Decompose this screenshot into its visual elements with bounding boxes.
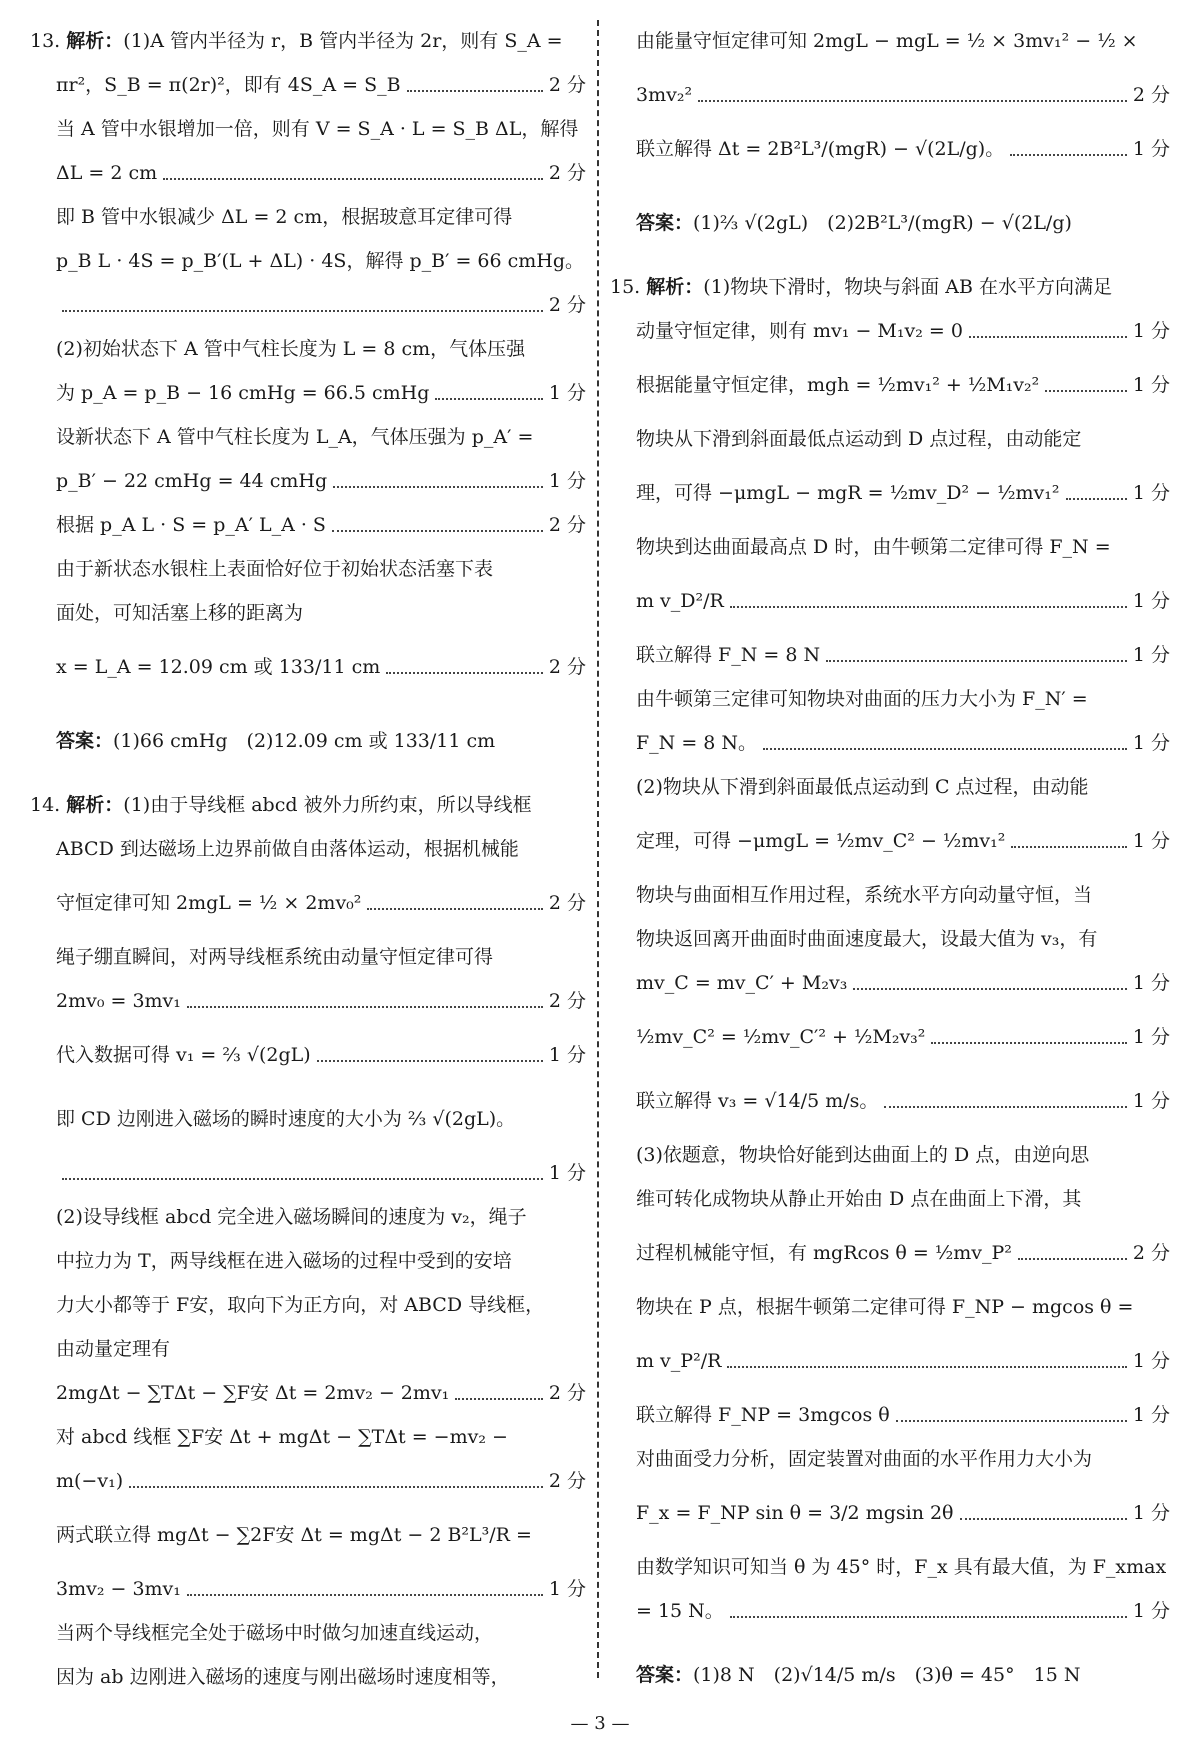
solution-line [610, 74, 1170, 118]
line-text: 绳子绷直瞬间，对两导线框系统由动量守恒定律可得 [56, 946, 494, 969]
line-text: 守恒定律可知 2mgL = ½ × 2mv₀² [56, 892, 362, 915]
score-points: 1 分 [1132, 1502, 1170, 1525]
solution-line [30, 1568, 586, 1612]
answer-line [30, 710, 586, 774]
score-points: 1 分 [1132, 830, 1170, 853]
line-text: 物块到达曲面最高点 D 时，由牛顿第二定律可得 F_N = [636, 536, 1111, 559]
dotted-leader [129, 1486, 543, 1488]
score-points: 2 分 [548, 514, 586, 537]
score-points: 1 分 [548, 1044, 586, 1067]
line-text: 14. 解析：(1)由于导线框 abcd 被外力所约束，所以导线框 [30, 794, 532, 817]
solution-line [30, 64, 586, 108]
line-text: m v_P²/R [636, 1350, 722, 1373]
solution-line [610, 1222, 1170, 1286]
dotted-leader [187, 1006, 543, 1008]
score-points: 1 分 [1132, 1600, 1170, 1623]
solution-line [610, 918, 1170, 962]
score-points: 1 分 [1132, 374, 1170, 397]
score-points: 1 分 [1132, 1090, 1170, 1113]
dotted-leader [960, 1518, 1127, 1520]
solution-line [610, 118, 1170, 182]
dotted-leader [763, 748, 1127, 750]
solution-line [30, 1372, 586, 1416]
line-text: 两式联立得 mgΔt − ∑2F安 Δt = mgΔt − 2 B²L³/R = [56, 1524, 532, 1547]
score-points: 2 分 [548, 294, 586, 317]
solution-line [30, 416, 586, 460]
line-text: 15. 解析：(1)物块下滑时，物块与斜面 AB 在水平方向满足 [610, 276, 1112, 299]
solution-line [30, 828, 586, 872]
solution-line [610, 1330, 1170, 1394]
line-text: 面处，可知活塞上移的距离为 [56, 602, 304, 625]
solution-line [610, 874, 1170, 918]
answer-line [610, 1644, 1170, 1708]
line-text: 物块在 P 点，根据牛顿第二定律可得 F_NP − mgcos θ = [636, 1296, 1134, 1319]
solution-line [30, 1088, 586, 1152]
solution-line [610, 722, 1170, 766]
solution-line [30, 1460, 586, 1504]
solution-line [610, 354, 1170, 418]
solution-line [30, 1328, 586, 1372]
line-text: 联立解得 F_NP = 3mgcos θ [636, 1404, 890, 1427]
line-text: 为 p_A = p_B − 16 cmHg = 66.5 cmHg [56, 382, 430, 405]
line-text: 中拉力为 T，两导线框在进入磁场的过程中受到的安培 [56, 1250, 512, 1273]
score-points: 1 分 [1132, 590, 1170, 613]
line-text: 当 A 管中水银增加一倍，则有 V = S_A · L = S_B ΔL，解得 [56, 118, 579, 141]
dotted-leader [853, 988, 1127, 990]
problem-heading [30, 784, 586, 828]
dotted-leader [1018, 1258, 1127, 1260]
line-text: 动量守恒定律，则有 mv₁ − M₁v₂ = 0 [636, 320, 963, 343]
line-text: πr²，S_B = π(2r)²，即有 4S_A = S_B [56, 74, 401, 97]
answer-line [610, 192, 1170, 256]
solution-line [30, 592, 586, 636]
dotted-leader [332, 530, 543, 532]
score-points: 2 分 [548, 892, 586, 915]
line-text: ΔL = 2 cm [56, 162, 158, 185]
solution-line [610, 634, 1170, 678]
line-text: 由动量定理有 [56, 1338, 171, 1361]
solution-line [610, 570, 1170, 634]
line-text: (2)设导线框 abcd 完全进入磁场瞬间的速度为 v₂，绳子 [56, 1206, 527, 1229]
line-text: x = L_A = 12.09 cm 或 133/11 cm [56, 656, 381, 679]
line-text: 3mv₂ − 3mv₁ [56, 1578, 181, 1601]
solution-line [30, 152, 586, 196]
line-text: 联立解得 F_N = 8 N [636, 644, 821, 667]
line-text: 根据 p_A L · S = p_A′ L_A · S [56, 514, 326, 537]
line-text: 对曲面受力分析，固定装置对曲面的水平作用力大小为 [636, 1448, 1093, 1471]
solution-line [610, 310, 1170, 354]
dotted-leader [317, 1060, 543, 1062]
solution-line [610, 1590, 1170, 1634]
dotted-leader [730, 1616, 1127, 1618]
solution-line [610, 1482, 1170, 1546]
line-text: 由于新状态水银柱上表面恰好位于初始状态活塞下表 [56, 558, 494, 581]
right-column [610, 10, 1170, 1688]
score-points: 2 分 [548, 1382, 586, 1405]
solution-line [30, 1612, 586, 1656]
solution-line [30, 240, 586, 284]
line-text: 3mv₂² [636, 84, 693, 107]
line-text: 联立解得 v₃ = √14/5 m/s。 [636, 1090, 879, 1113]
dotted-leader [333, 486, 543, 488]
dotted-leader [896, 1420, 1127, 1422]
solution-line [610, 1394, 1170, 1438]
dotted-leader [163, 178, 543, 180]
solution-line [610, 678, 1170, 722]
solution-line [30, 284, 586, 328]
dotted-leader [367, 908, 542, 910]
solution-line [610, 1070, 1170, 1134]
line-text: 答案：(1)66 cmHg (2)12.09 cm 或 133/11 cm [56, 730, 496, 753]
dotted-leader [698, 100, 1127, 102]
dotted-leader [62, 1178, 543, 1180]
line-text: 即 B 管中水银减少 ΔL = 2 cm，根据玻意耳定律可得 [56, 206, 513, 229]
line-text: 理，可得 −μmgL − mgR = ½mv_D² − ½mv₁² [636, 482, 1060, 505]
score-points: 2 分 [1132, 84, 1170, 107]
solution-line [30, 1024, 586, 1088]
solution-line [610, 1438, 1170, 1482]
solution-line [610, 962, 1170, 1006]
dotted-leader [1066, 498, 1127, 500]
dotted-leader [1045, 390, 1127, 392]
score-points: 1 分 [1132, 1026, 1170, 1049]
dotted-leader [730, 606, 1127, 608]
line-text: 由牛顿第三定律可知物块对曲面的压力大小为 F_N′ = [636, 688, 1088, 711]
line-text: ½mv_C² = ½mv_C′² + ½M₂v₃² [636, 1026, 926, 1049]
solution-line [30, 504, 586, 548]
dotted-leader [386, 672, 543, 674]
dotted-leader [455, 1398, 543, 1400]
solution-line [30, 1196, 586, 1240]
solution-line [30, 108, 586, 152]
solution-line [610, 462, 1170, 526]
line-text: 力大小都等于 F安，取向下为正方向，对 ABCD 导线框， [56, 1294, 545, 1317]
score-points: 2 分 [548, 990, 586, 1013]
solution-line [30, 372, 586, 416]
line-text: 维可转化成物块从静止开始由 D 点在曲面上下滑，其 [636, 1188, 1082, 1211]
solution-line [610, 810, 1170, 874]
line-text: p_B′ − 22 cmHg = 44 cmHg [56, 470, 328, 493]
line-text: mv_C = mv_C′ + M₂v₃ [636, 972, 848, 995]
line-text: = 15 N。 [636, 1600, 724, 1623]
problem-heading [30, 20, 586, 64]
line-text: 2mgΔt − ∑TΔt − ∑F安 Δt = 2mv₂ − 2mv₁ [56, 1382, 450, 1405]
line-text: F_N = 8 N。 [636, 732, 758, 755]
line-text: 对 abcd 线框 ∑F安 Δt + mgΔt − ∑TΔt = −mv₂ − [56, 1426, 508, 1449]
line-text: 设新状态下 A 管中气柱长度为 L_A，气体压强为 p_A′ = [56, 426, 534, 449]
dotted-leader [1011, 846, 1127, 848]
line-text: 联立解得 Δt = 2B²L³/(mgR) − √(2L/g)。 [636, 138, 1005, 161]
score-points: 2 分 [548, 74, 586, 97]
dotted-leader [62, 310, 543, 312]
dotted-leader [969, 336, 1127, 338]
solution-line [30, 1416, 586, 1460]
dotted-leader [826, 660, 1127, 662]
line-text: 物块与曲面相互作用过程，系统水平方向动量守恒，当 [636, 884, 1093, 907]
line-text: 由数学知识可知当 θ 为 45° 时，F_x 具有最大值，为 F_xmax [636, 1556, 1167, 1579]
line-text: m(−v₁) [56, 1470, 124, 1493]
solution-line [30, 328, 586, 372]
score-points: 1 分 [548, 1578, 586, 1601]
problem-heading [610, 266, 1170, 310]
line-text: 物块从下滑到斜面最低点运动到 D 点过程，由动能定 [636, 428, 1082, 451]
score-points: 1 分 [1132, 482, 1170, 505]
solution-line [30, 980, 586, 1024]
solution-line [30, 1656, 586, 1700]
line-text: m v_D²/R [636, 590, 724, 613]
line-text: 答案：(1)8 N (2)√14/5 m/s (3)θ = 45° 15 N [636, 1664, 1081, 1687]
line-text: (2)初始状态下 A 管中气柱长度为 L = 8 cm，气体压强 [56, 338, 526, 361]
solution-line [610, 1134, 1170, 1178]
solution-line [610, 418, 1170, 462]
score-points: 1 分 [548, 382, 586, 405]
score-points: 1 分 [1132, 644, 1170, 667]
line-text: 2mv₀ = 3mv₁ [56, 990, 181, 1013]
line-text: 代入数据可得 v₁ = ⅔ √(2gL) [56, 1044, 311, 1067]
solution-line [30, 936, 586, 980]
score-points: 2 分 [1132, 1242, 1170, 1265]
solution-line [30, 872, 586, 936]
solution-line [610, 1286, 1170, 1330]
score-points: 1 分 [548, 1162, 586, 1185]
solution-line [30, 460, 586, 504]
line-text: 即 CD 边刚进入磁场的瞬时速度的大小为 ⅔ √(2gL)。 [56, 1108, 516, 1131]
solution-line [30, 196, 586, 240]
line-text: ABCD 到达磁场上边界前做自由落体运动，根据机械能 [56, 838, 519, 861]
line-text: 定理，可得 −μmgL = ½mv_C² − ½mv₁² [636, 830, 1006, 853]
line-text: 根据能量守恒定律，mgh = ½mv₁² + ½M₁v₂² [636, 374, 1040, 397]
score-points: 2 分 [548, 656, 586, 679]
line-text: p_B L · 4S = p_B′(L + ΔL) · 4S，解得 p_B′ = 66 cmHg。 [56, 250, 585, 273]
score-points: 1 分 [1132, 1350, 1170, 1373]
line-text: (3)依题意，物块恰好能到达曲面上的 D 点，由逆向思 [636, 1144, 1090, 1167]
score-points: 2 分 [548, 1470, 586, 1493]
solution-line [30, 548, 586, 592]
score-points: 2 分 [548, 162, 586, 185]
score-points: 1 分 [1132, 138, 1170, 161]
line-text: 物块返回离开曲面时曲面速度最大，设最大值为 v₃，有 [636, 928, 1098, 951]
solution-line [30, 1152, 586, 1196]
solution-line [610, 10, 1170, 74]
solution-line [30, 1284, 586, 1328]
dotted-leader [1010, 154, 1127, 156]
solution-line [30, 1504, 586, 1568]
solution-line [30, 1240, 586, 1284]
dotted-leader [187, 1594, 543, 1596]
score-points: 1 分 [1132, 972, 1170, 995]
solution-line [610, 1178, 1170, 1222]
line-text: 过程机械能守恒，有 mgRcos θ = ½mv_P² [636, 1242, 1012, 1265]
dotted-leader [931, 1042, 1126, 1044]
score-points: 1 分 [548, 470, 586, 493]
line-text: 由能量守恒定律可知 2mgL − mgL = ½ × 3mv₁² − ½ × [636, 30, 1138, 53]
column-divider [597, 20, 599, 1678]
solution-line [610, 766, 1170, 810]
dotted-leader [435, 398, 542, 400]
score-points: 1 分 [1132, 1404, 1170, 1427]
line-text: (2)物块从下滑到斜面最低点运动到 C 点过程，由动能 [636, 776, 1089, 799]
score-points: 1 分 [1132, 732, 1170, 755]
solution-line [610, 526, 1170, 570]
dotted-leader [884, 1106, 1126, 1108]
solution-line [610, 1546, 1170, 1590]
solution-line [30, 636, 586, 700]
dotted-leader [727, 1366, 1126, 1368]
line-text: 当两个导线框完全处于磁场中时做匀加速直线运动， [56, 1622, 494, 1645]
line-text: F_x = F_NP sin θ = 3/2 mgsin 2θ [636, 1502, 954, 1525]
line-text: 因为 ab 边刚进入磁场的速度与刚出磁场时速度相等， [56, 1666, 510, 1689]
line-text: 13. 解析：(1)A 管内半径为 r，B 管内半径为 2r，则有 S_A = [30, 30, 563, 53]
left-column [30, 10, 586, 1688]
solution-line [610, 1006, 1170, 1070]
dotted-leader [407, 90, 543, 92]
page-number: — 3 — [570, 1713, 630, 1734]
line-text: 答案：(1)⅔ √(2gL) (2)2B²L³/(mgR) − √(2L/g) [636, 212, 1072, 235]
score-points: 1 分 [1132, 320, 1170, 343]
